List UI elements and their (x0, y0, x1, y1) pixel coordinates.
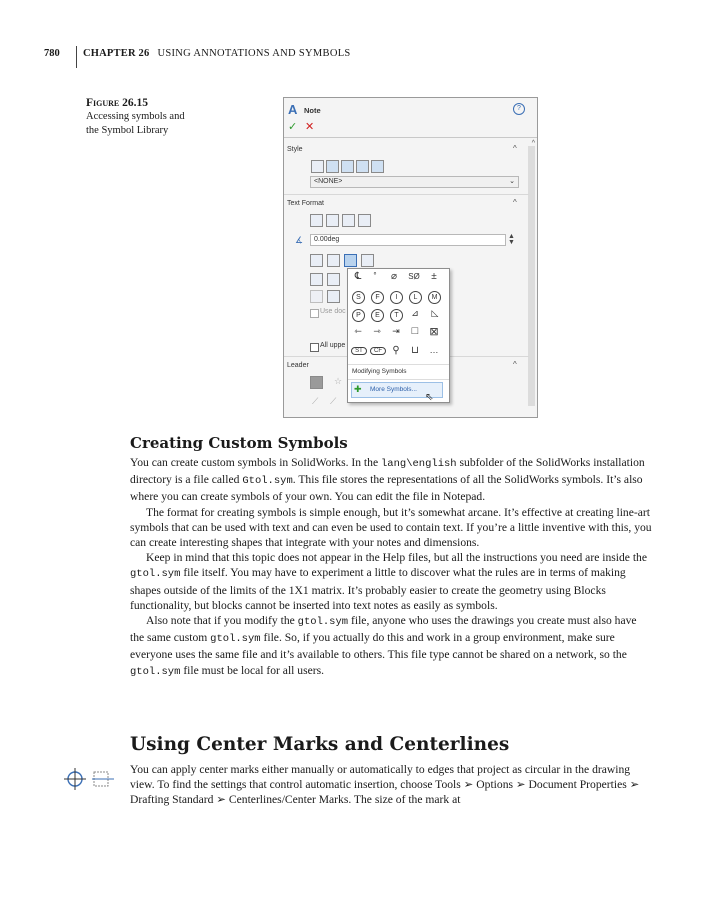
style-button-1[interactable] (311, 160, 324, 173)
style-button-3[interactable] (341, 160, 354, 173)
leader-collapse-icon[interactable]: ^ (513, 360, 517, 369)
text-run: file must be local for all users. (180, 663, 325, 677)
caption-line-1: Accessing symbols and (86, 111, 185, 122)
angle-icon: ∡ (295, 235, 304, 245)
i-circle-symbol[interactable]: I (390, 291, 403, 304)
section-1-body (130, 455, 653, 680)
counterbore-symbol[interactable]: ⊔ (411, 345, 419, 356)
paragraph-2: The format for creating symbols is simple enough, but it’s somewhat arcane. It’s effective at creating line-art symbols that can be used with text and can even be used to contain text. If you’re a little inventive with this, you can create interesting shapes that integrate with your notes and dimensions. (130, 505, 652, 550)
section-2-body (130, 762, 653, 808)
cancel-x-icon[interactable]: ✕ (305, 121, 315, 133)
align-center-button[interactable] (326, 214, 339, 227)
section-heading-center-marks: Using Center Marks and Centerlines (130, 734, 510, 755)
e-circle-symbol[interactable]: E (371, 309, 384, 322)
popup-divider-2 (348, 379, 449, 380)
angle-value: 0.00deg (314, 236, 340, 243)
style-collapse-icon[interactable]: ^ (513, 144, 517, 153)
st-symbol[interactable]: ST (351, 347, 367, 355)
text-run: file itself. You may have to experiment a little to discover what the rules are in terms of making shapes outside of the limits of the 1X1 matrix. It’s probably easier to create the geometry using Blocks functionality, but blocks cannot be inserted into text notes as easily as symbols. (130, 566, 626, 612)
symbols-popup (347, 268, 450, 403)
align-left-button[interactable] (310, 214, 323, 227)
arrow-symbol-3[interactable]: ⇥ (392, 326, 400, 336)
paragraph-5: You can apply center marks either manually or automatically to edges that project as circular in the drawing view. To find the settings that control automatic insertion, choose Tools ➢ Options ➢ Document Properties ➢ Drafting Standard ➢ Centerlines/Center Marks. The size of the mark at (130, 763, 640, 807)
text-run: subfolder of the SolidWorks installation directory is a file called (130, 456, 645, 487)
code-lang-english: lang\english (381, 458, 457, 470)
chapter-label: CHAPTER 26 (83, 47, 150, 59)
l-circle-symbol[interactable]: L (409, 291, 422, 304)
gtol-button[interactable] (310, 290, 323, 303)
leader-star-icon: ☆ (334, 376, 343, 386)
code-gtol-sym: gtol.sym (130, 568, 181, 581)
text-run: file. So, if you actually do this and work in a group environment, make sure everyone uses the same file and it’s available to others. This file type cannot be shared on a network, so the (130, 631, 627, 662)
s-circle-symbol[interactable]: S (352, 291, 365, 304)
paragraph-1 (130, 455, 653, 505)
modifying-symbols-label: Modifying Symbols (352, 368, 407, 375)
style-dropdown-value: <NONE> (314, 178, 343, 185)
leader-arrow-icon-1: ⟋ (312, 396, 319, 406)
box-x-symbol[interactable]: ⊠ (429, 326, 439, 338)
section-divider (284, 194, 529, 195)
cursor-icon: ⇖ (425, 392, 434, 403)
align-right-button[interactable] (342, 214, 355, 227)
caption-line-2: the Symbol Library (86, 125, 169, 136)
paragraph-3 (130, 550, 653, 613)
arrow-symbol-2[interactable]: ⇾ (373, 326, 381, 336)
page-number: 780 (44, 47, 60, 59)
help-icon[interactable]: ? (513, 103, 525, 115)
style-button-2[interactable] (326, 160, 339, 173)
diameter-symbol[interactable]: ⌀ (390, 271, 398, 282)
more-ellipsis[interactable]: … (429, 345, 439, 355)
page-header (44, 42, 351, 64)
code-gtol-sym: gtol.sym (210, 633, 261, 646)
t-circle-symbol[interactable]: T (390, 309, 403, 322)
plus-minus-symbol[interactable]: ± (431, 271, 437, 282)
centerline-symbol[interactable]: ℄ (354, 271, 362, 282)
figure-label: Figure 26.15 (86, 97, 149, 109)
p-circle-symbol[interactable]: P (352, 309, 365, 322)
scroll-up-icon[interactable]: ^ (531, 140, 535, 147)
justify-button[interactable] (358, 214, 371, 227)
lock-unlock-button[interactable] (361, 254, 374, 267)
degree-symbol[interactable]: ° (373, 271, 377, 280)
more-symbols-icon: ✚ (354, 384, 362, 394)
m-circle-symbol[interactable]: M (428, 291, 441, 304)
slope-symbol[interactable]: ◺ (431, 308, 439, 318)
ok-check-icon[interactable]: ✓ (288, 121, 298, 133)
all-upper-label: All uppe (320, 342, 346, 349)
panel-title: Note (304, 106, 321, 115)
arrow-symbol-1[interactable]: ⇽ (354, 326, 362, 336)
insert-hyperlink-button[interactable] (310, 254, 323, 267)
use-doc-label: Use doc (320, 308, 346, 315)
f-circle-symbol[interactable]: F (371, 291, 384, 304)
text-format-collapse-icon[interactable]: ^ (513, 198, 517, 207)
text-run: Keep in mind that this topic does not appear in the Help files, but all the instructions you need are inside the (146, 551, 647, 565)
style-button-4[interactable] (356, 160, 369, 173)
more-symbols-label: More Symbols... (370, 386, 417, 393)
spherical-diameter-symbol[interactable]: SØ (408, 272, 420, 281)
leader-arrow-icon-2: ⟋ (330, 396, 337, 406)
surface-finish-button[interactable] (327, 273, 340, 286)
leader-section-label: Leader (287, 362, 309, 369)
code-gtol-sym: Gtol.sym (242, 475, 293, 488)
search-symbol[interactable]: ⚲ (392, 345, 400, 356)
center-mark-margin-icon (62, 766, 122, 792)
scrollbar[interactable] (528, 146, 535, 406)
square-symbol[interactable]: □ (411, 325, 419, 337)
section-heading-custom-symbols: Creating Custom Symbols (130, 434, 348, 452)
header-divider (76, 46, 77, 68)
leader-type-button[interactable] (310, 376, 323, 389)
chapter-title: USING ANNOTATIONS AND SYMBOLS (157, 47, 351, 59)
text-format-section-label: Text Format (287, 200, 324, 207)
figure-caption (86, 96, 185, 138)
use-doc-checkbox[interactable] (310, 309, 319, 318)
text-run: file, anyone who uses the drawings you create must also have the same custom (130, 614, 637, 645)
style-dropdown[interactable] (310, 176, 519, 188)
paragraph-4 (130, 613, 653, 680)
code-gtol-sym: gtol.sym (297, 616, 349, 629)
chevron-down-icon: ⌄ (509, 178, 515, 185)
cf-symbol[interactable]: CF (370, 347, 386, 355)
datum-button[interactable] (327, 290, 340, 303)
all-upper-checkbox[interactable] (310, 343, 319, 352)
style-section-label: Style (287, 146, 303, 153)
text-run: . This file stores the representations of all the SolidWorks symbols. It’s also where you can create symbols of your own. You can edit the file in Notepad. (130, 473, 643, 504)
add-symbol-button[interactable] (344, 254, 357, 267)
note-panel-screenshot (283, 97, 538, 418)
taper-symbol[interactable]: ⊿ (411, 308, 419, 318)
text-run: Also note that if you modify the (146, 614, 298, 628)
angle-spinner[interactable]: ▲ ▼ (508, 233, 515, 246)
text-run: You can create custom symbols in SolidWorks. In the (130, 456, 381, 469)
link-to-property-button[interactable] (327, 254, 340, 267)
popup-divider (348, 364, 449, 365)
angle-field[interactable] (310, 234, 506, 246)
stack-button[interactable] (310, 273, 323, 286)
title-divider (284, 137, 537, 138)
style-button-5[interactable] (371, 160, 384, 173)
code-gtol-sym: gtol.sym (130, 665, 181, 678)
note-icon: A (288, 102, 298, 117)
